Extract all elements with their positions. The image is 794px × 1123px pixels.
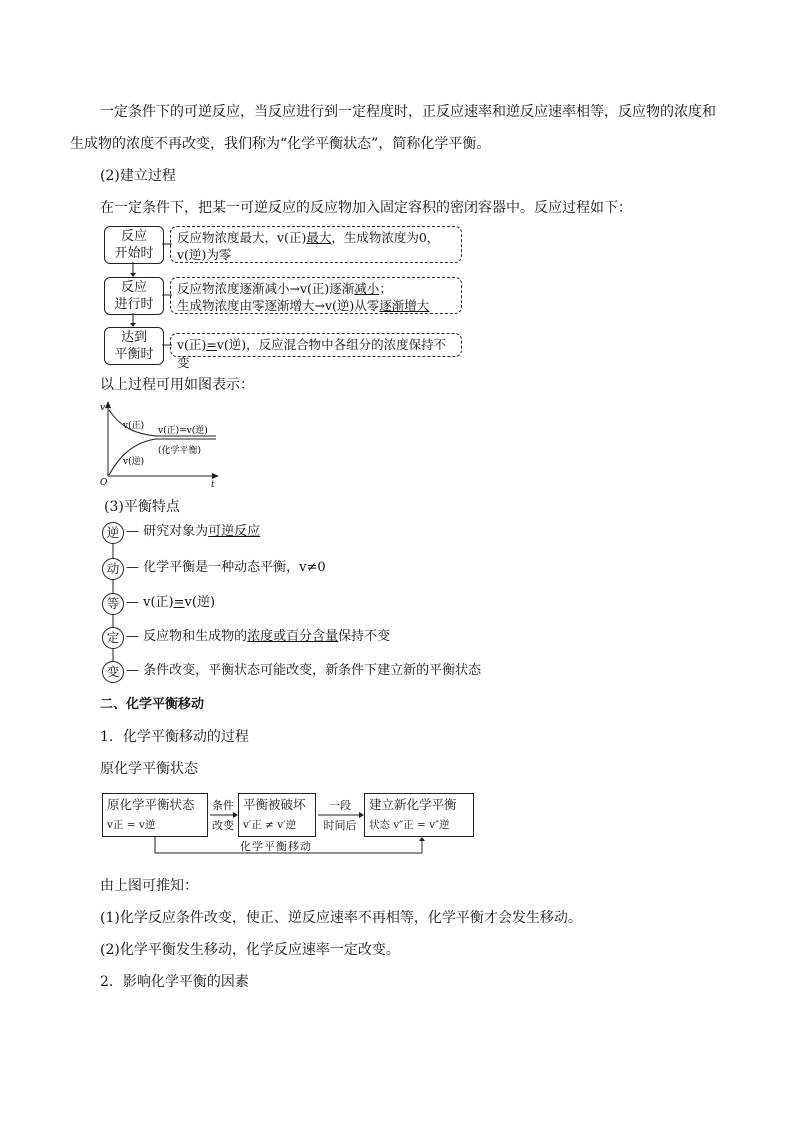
flow-bottom-label: 化学平衡移动: [240, 840, 312, 853]
desc-underline: 减小: [354, 281, 380, 296]
flow-arrow-top: 条件: [212, 799, 234, 812]
eq-label: v(正)=v(逆): [158, 426, 208, 436]
feature-text: 保持不变: [338, 629, 391, 644]
v-axis-label: v: [100, 403, 106, 413]
feature-char: 等: [102, 593, 124, 615]
feature-char: 变: [102, 661, 124, 683]
step-label: 开始时: [114, 246, 154, 261]
desc-text: 生成物浓度由零逐渐增大→v(逆)从零: [177, 298, 380, 313]
section-2-sub2: 2．影响化学平衡的因素: [100, 974, 249, 990]
feature-text: 化学平衡是一种动态平衡，v≠0: [143, 560, 326, 575]
flow-arrow-bottom: 时间后: [323, 819, 357, 832]
infer-text: 由上图可推知：: [100, 878, 198, 894]
desc-text: 反应物浓度最大，v(正): [177, 230, 307, 245]
step-label: 反应: [120, 229, 147, 244]
desc-text: ，生成物浓度为0，: [331, 230, 440, 245]
step-label: 进行时: [114, 297, 154, 312]
intro-line-1: 一定条件下的可逆反应，当反应进行到一定程度时，正反应速率和逆反应速率相等，反应物的浓度和: [100, 104, 716, 120]
desc-underline: =: [206, 337, 217, 352]
feature-item: — v(正)=v(逆): [126, 595, 216, 610]
desc-text: v(逆)，反应混合物中各组分的浓度保持不变: [177, 337, 447, 370]
step-desc-progress: [170, 277, 462, 314]
features-heading: (3)平衡特点: [104, 499, 180, 515]
intro-line-2: 生成物的浓度不再改变，我们称为“化学平衡状态”，简称化学平衡。: [70, 136, 491, 152]
feature-char: 动: [102, 558, 124, 580]
step-desc-equilibrium: [170, 333, 462, 370]
feature-item: — 化学平衡是一种动态平衡，v≠0: [126, 560, 326, 575]
flow-box-eq: v′正 ≠ v′逆: [243, 819, 297, 831]
flow-box-eq: v正 = v逆: [107, 819, 156, 831]
step-label: 平衡时: [114, 347, 154, 362]
step-label: 反应: [120, 280, 147, 295]
section-2-heading: 二、化学平衡移动: [100, 697, 205, 712]
feature-underline: 浓度或百分含量: [247, 629, 339, 644]
flow-arrow-top: 一段: [329, 799, 351, 812]
step-arrows: [100, 220, 180, 370]
section-2-sub1: 1．化学平衡移动的过程: [100, 729, 249, 745]
t-axis-label: t: [211, 480, 215, 488]
rate-time-graph: [96, 398, 226, 488]
desc-text: v(逆)为零: [177, 247, 232, 262]
feature-item: — 条件改变，平衡状态可能改变，新条件下建立新的平衡状态: [126, 663, 482, 678]
desc-text: v(正): [177, 337, 207, 352]
establish-heading: (2)建立过程: [100, 168, 176, 184]
feature-underline: 可逆反应: [208, 524, 261, 539]
feature-underline: =: [173, 595, 185, 610]
graph-intro: 以上过程可用如图表示：: [100, 377, 254, 393]
feature-text: 反应物和生成物的: [143, 629, 248, 644]
desc-underline: 逐渐增大: [379, 298, 430, 313]
inference-1: (1)化学反应条件改变，使正、逆反应速率不再相等，化学平衡才会发生移动。: [100, 910, 582, 926]
flow-box-title: 平衡被破坏: [243, 797, 306, 812]
establish-desc: 在一定条件下，把某一可逆反应的反应物加入固定容积的密闭容器中。反应过程如下：: [100, 200, 632, 216]
flow-arrow-bottom: 改变: [212, 819, 234, 832]
origin-label: O: [100, 478, 108, 488]
section-2-orig: 原化学平衡状态: [100, 761, 198, 777]
step-desc-start: [170, 226, 462, 263]
flow-box-title: 原化学平衡状态: [107, 797, 195, 812]
feature-text: 条件改变，平衡状态可能改变，新条件下建立新的平衡状态: [143, 663, 482, 678]
flow-box-title: 建立新化学平衡: [369, 797, 457, 812]
feature-item: — 反应物和生成物的浓度或百分含量保持不变: [126, 629, 391, 644]
desc-text: ；: [379, 281, 392, 296]
step-label: 达到: [120, 330, 147, 345]
desc-underline: 最大: [306, 230, 332, 245]
feature-text: v(正): [143, 595, 174, 610]
forward-label: v(正): [123, 421, 145, 431]
feature-text: 研究对象为: [143, 524, 209, 539]
reverse-label: v(逆): [123, 457, 145, 467]
desc-text: 反应物浓度逐渐减小→v(正)逐渐: [177, 281, 355, 296]
feature-item: — 研究对象为可逆反应: [126, 524, 261, 539]
eq-label-2: (化学平衡): [158, 446, 202, 456]
feature-char: 逆: [102, 522, 124, 544]
flow-box-eq: 状态 v″正 = v″逆: [369, 819, 450, 831]
feature-char: 定: [102, 627, 124, 649]
inference-2: (2)化学平衡发生移动，化学反应速率一定改变。: [100, 942, 400, 958]
feature-text: v(逆): [184, 595, 216, 610]
